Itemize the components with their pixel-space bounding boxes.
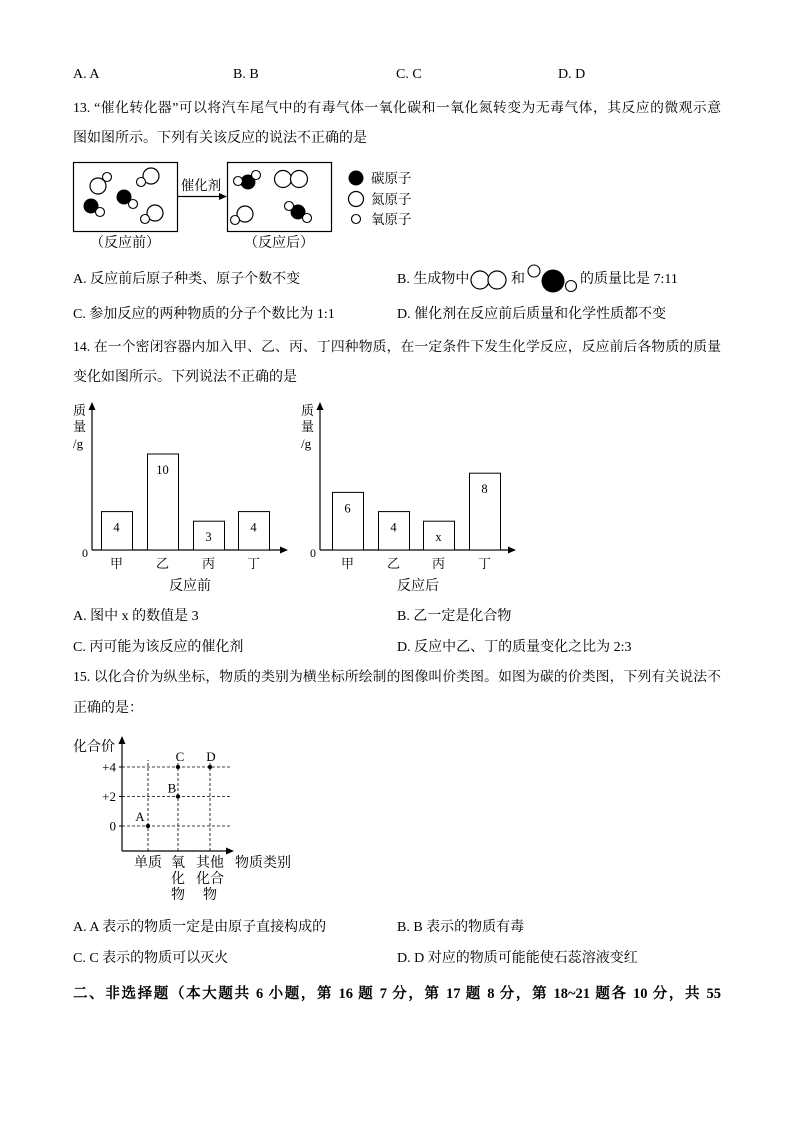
- y-axis-arrow: [89, 402, 96, 410]
- q14-stem-line-2: 变化如图所示。下列说法不正确的是: [73, 370, 297, 385]
- after-caption: （反应后）: [244, 236, 314, 251]
- n2-molecule: [275, 171, 308, 188]
- co2-molecule-icon: [528, 265, 577, 293]
- bar-value-label: 4: [250, 520, 257, 535]
- nitrogen-legend-icon: [349, 192, 364, 207]
- chart-title: 反应后: [397, 579, 439, 594]
- q14-option-d: D. 反应中乙、丁的质量变化之比为 2:3: [397, 640, 632, 655]
- q13-option-b-prefix: B. 生成物中: [397, 272, 470, 287]
- y-axis-label-line: 量: [73, 419, 87, 434]
- oxygen-atom: [96, 208, 105, 217]
- carbon-atom: [542, 270, 565, 293]
- bar-value-label: 10: [156, 463, 169, 477]
- prev-option-a: A. A: [73, 67, 100, 82]
- q13-option-d: D. 催化剂在反应前后质量和化学性质都不变: [397, 307, 667, 322]
- chart-title: 反应前: [169, 579, 211, 594]
- oxygen-atom: [234, 177, 243, 186]
- category-label: 丁: [477, 556, 492, 571]
- oxygen-atom: [252, 171, 261, 180]
- bar-value-label: x: [435, 530, 442, 545]
- nitrogen-atom: [471, 271, 489, 289]
- oxygen-atom: [129, 200, 138, 209]
- q13-stem-line-1: 13. “催化转化器”可以将汽车尾气中的有毒气体一氧化碳和一氧化氮转变为无毒气体，其反应的微观示意: [73, 100, 721, 115]
- n2-molecule-icon: [471, 271, 506, 289]
- category-label: 丁: [246, 556, 261, 571]
- oxygen-atom: [303, 214, 312, 223]
- mass-after-chart: [301, 402, 516, 594]
- q15-option-b: B. B 表示的物质有毒: [397, 920, 525, 935]
- oxygen-atom: [141, 215, 150, 224]
- q15-stem-line-1: 15. 以化合价为纵坐标，物质的类别为横坐标所绘制的图像叫价类图。如图为碳的价类图，下列有关说法不: [73, 669, 721, 684]
- nitrogen-atom: [488, 271, 506, 289]
- bar-value-label: 4: [113, 520, 120, 535]
- q15-stem-line-2: 正确的是：: [73, 701, 143, 716]
- category-label: [134, 855, 162, 871]
- data-point-label: C: [175, 749, 185, 764]
- oxygen-atom: [103, 173, 112, 182]
- nitrogen-legend-label: 氮原子: [371, 192, 412, 207]
- valence-class-chart: [73, 736, 291, 903]
- oxygen-legend-label: 氧原子: [371, 212, 412, 227]
- q15-option-c: C. C 表示的物质可以灭火: [73, 951, 229, 966]
- data-point: [176, 794, 180, 798]
- prev-option-c: C. C: [396, 67, 422, 82]
- oxygen-atom: [137, 178, 146, 187]
- y-axis-label-line: /g: [73, 436, 84, 451]
- y-axis-label-line: 质: [73, 403, 87, 418]
- q14-stem-line-1: 14. 在一个密闭容器内加入甲、乙、丙、丁四种物质，在一定条件下发生化学反应，反应前后各物质的质量: [73, 339, 721, 354]
- origin-label: 0: [82, 546, 88, 560]
- mass-before-chart: [73, 402, 288, 594]
- category-label: 乙: [386, 556, 401, 571]
- q15-option-a: A. A 表示的物质一定是由原子直接构成的: [73, 920, 327, 935]
- prev-option-d: D. D: [558, 67, 586, 82]
- oxygen-atom: [528, 265, 540, 277]
- y-tick-label: +4: [102, 759, 116, 775]
- carbon-legend-label: 碳原子: [371, 171, 412, 186]
- q13-option-b-suffix: 的质量比是 7:11: [580, 272, 678, 287]
- co-molecule: [84, 199, 105, 217]
- bar-value-label: 4: [390, 520, 397, 535]
- y-tick-label: +2: [102, 789, 116, 804]
- reaction-arrowhead: [219, 193, 227, 200]
- co-molecule: [117, 190, 138, 209]
- y-axis-label-line: /g: [301, 436, 312, 451]
- category-label-line: 物: [203, 888, 217, 903]
- co2-molecule: [234, 171, 261, 190]
- x-axis-label: 物质类别: [235, 856, 291, 871]
- data-point-label: D: [206, 749, 216, 764]
- bar-value-label: 3: [205, 530, 212, 545]
- before-caption: （反应前）: [90, 236, 160, 251]
- data-point: [176, 765, 180, 769]
- data-point: [208, 765, 212, 769]
- category-label: 乙: [155, 556, 170, 571]
- x-axis-arrow: [280, 547, 288, 554]
- category-label-line: 物: [171, 888, 185, 903]
- data-point-label: A: [135, 809, 145, 824]
- atom-legend: [349, 171, 412, 228]
- nitrogen-atom: [275, 171, 292, 188]
- no-molecule: [137, 168, 160, 187]
- category-label-line: 单质: [134, 856, 162, 871]
- q13-option-c: C. 参加反应的两种物质的分子个数比为 1:1: [73, 307, 335, 322]
- category-label: [171, 855, 185, 903]
- y-axis-arrow: [317, 402, 324, 410]
- q13-option-a: A. 反应前后原子种类、原子个数不变: [73, 272, 301, 287]
- q14-option-c: C. 丙可能为该反应的催化剂: [73, 640, 244, 655]
- data-point-label: B: [167, 780, 177, 796]
- y-axis-label-line: 质: [301, 403, 315, 418]
- no-molecule: [141, 205, 164, 224]
- category-label: 丙: [201, 556, 216, 571]
- co2-molecule: [285, 202, 312, 223]
- data-point: [146, 824, 150, 828]
- category-label: 丙: [431, 556, 446, 571]
- category-label-line: 化合: [196, 872, 224, 887]
- no-molecule: [231, 206, 254, 225]
- x-axis-arrow: [508, 547, 516, 554]
- y-axis-arrow: [119, 736, 126, 744]
- y-axis-label: [73, 403, 86, 451]
- category-label-line: 化: [171, 872, 185, 887]
- category-label: 甲: [109, 556, 124, 571]
- category-label: [196, 855, 224, 903]
- x-axis-arrow: [226, 848, 234, 855]
- bar-value-label: 8: [481, 482, 488, 497]
- section-heading: 二、非选择题（本大题共 6 小题，第 16 题 7 分，第 17 题 8 分，第 18~21 题各 10 分，共 55: [73, 986, 721, 1002]
- catalyst-label: 催化剂: [180, 178, 222, 193]
- q14-option-a: A. 图中 x 的数值是 3: [73, 609, 199, 624]
- carbon-legend-icon: [349, 171, 364, 186]
- category-label: 甲: [340, 556, 355, 571]
- oxygen-legend-icon: [352, 215, 361, 224]
- prev-option-b: B. B: [233, 67, 259, 82]
- category-label-line: 氧: [171, 856, 185, 871]
- q13-stem-line-2: 图如图所示。下列有关该反应的说法不正确的是: [73, 131, 367, 146]
- bar-value-label: 6: [344, 501, 351, 516]
- y-axis-label-line: 量: [301, 419, 315, 434]
- q15-option-d: D. D 对应的物质可能能使石蕊溶液变红: [397, 951, 638, 966]
- oxygen-atom: [566, 281, 577, 292]
- no-molecule: [90, 173, 112, 195]
- reaction-diagram: [74, 163, 412, 252]
- origin-label: 0: [310, 546, 316, 560]
- oxygen-atom: [231, 216, 240, 225]
- y-tick-label: 0: [109, 818, 116, 834]
- y-axis-label: [301, 403, 314, 451]
- y-axis-label: 化合价: [73, 740, 115, 755]
- oxygen-atom: [285, 202, 294, 211]
- nitrogen-atom: [291, 171, 308, 188]
- category-label-line: 其他: [196, 856, 224, 871]
- q13-option-b-middle: 和: [511, 272, 525, 287]
- q14-option-b: B. 乙一定是化合物: [397, 609, 512, 624]
